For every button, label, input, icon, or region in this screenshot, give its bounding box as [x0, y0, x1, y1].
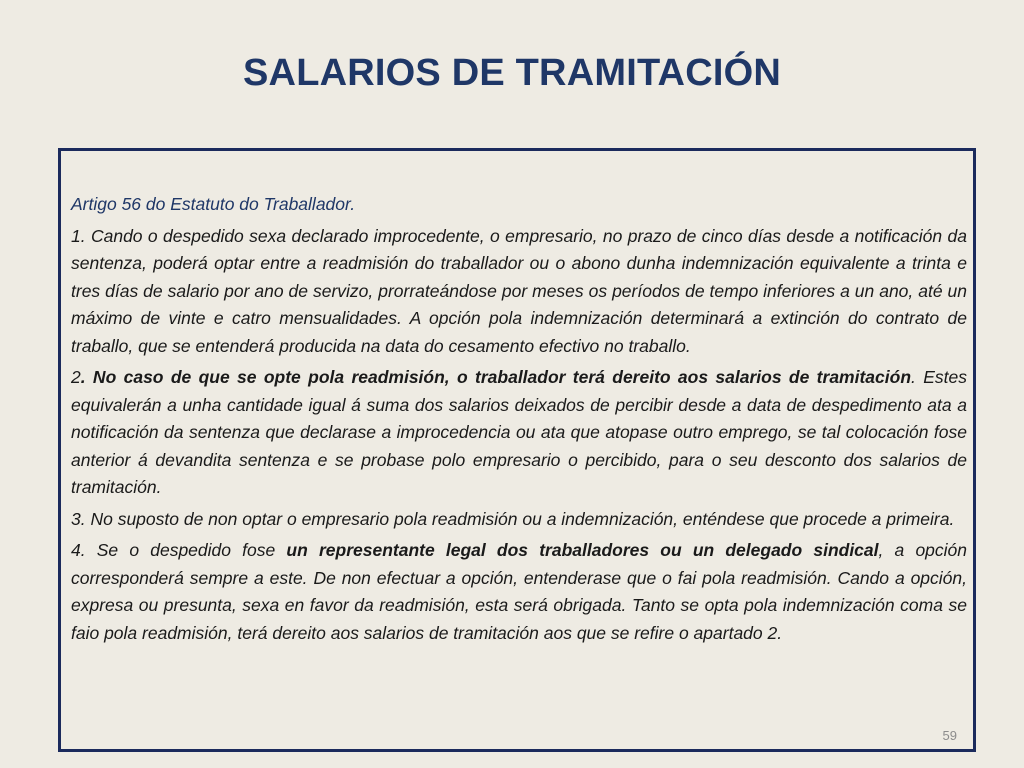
paragraph-2-rest: . Estes equivalerán a unha cantidade igual á suma dos salarios deixados de percibir desde a data de despedimento ata a notificación da sentenza que declarase a improcedencia ou ata que atopase outro emprego, se tal colocación fose anterior á devandita sentenza e se probase polo empresario o percibido, para o seu desconto dos salarios de tramitación.	[71, 367, 967, 497]
paragraph-1: 1. Cando o despedido sexa declarado improcedente, o empresario, no prazo de cinco días desde a notificación da sentenza, poderá optar entre a readmisión do traballador ou o abono dunha indemnización equivalente a trinta e tres días de salario por ano de servizo, prorrateándose por meses os períodos de tempo inferiores a un ano, até un máximo de vinte e catro mensualidades. A opción pola indemnización determinará a extinción do contrato de traballo, que se entenderá producida na data do cesamento efectivo no traballo.	[71, 225, 967, 356]
paragraph-3: 3. No suposto de non optar o empresario pola readmisión ou a indemnización, enténdese que procede a primeira.	[71, 508, 955, 529]
paragraph-4-rest: , a opción corresponderá sempre a este. De non efectuar a opción, entenderase que o fai pola readmisión. Cando a opción, expresa ou presunta, sexa en favor da readmisión, esta será obrigada. Tanto se opta pola indemnización coma se faio pola readmisión, terá dereito aos salarios de tramitación aos que se refire o apartado 2.	[71, 540, 968, 643]
paragraph-4-bold: un representante legal dos traballadores ou un delegado sindical	[286, 540, 879, 560]
paragraph-4-prefix: 4. Se o despedido fose	[71, 540, 287, 560]
paragraph-2-number: 2	[71, 367, 81, 387]
article-heading: Artigo 56 do Estatuto do Traballador.	[71, 194, 356, 214]
content-box	[58, 148, 976, 752]
page-number: 59	[942, 728, 957, 743]
article-text	[71, 191, 967, 651]
paragraph-2	[71, 364, 967, 502]
paragraph-4	[71, 537, 967, 647]
paragraph-2-bold: . No caso de que se opte pola readmisión, o traballador terá dereito aos salarios de tramitación	[80, 367, 912, 387]
slide-title: SALARIOS DE TRAMITACIÓN	[243, 52, 781, 94]
